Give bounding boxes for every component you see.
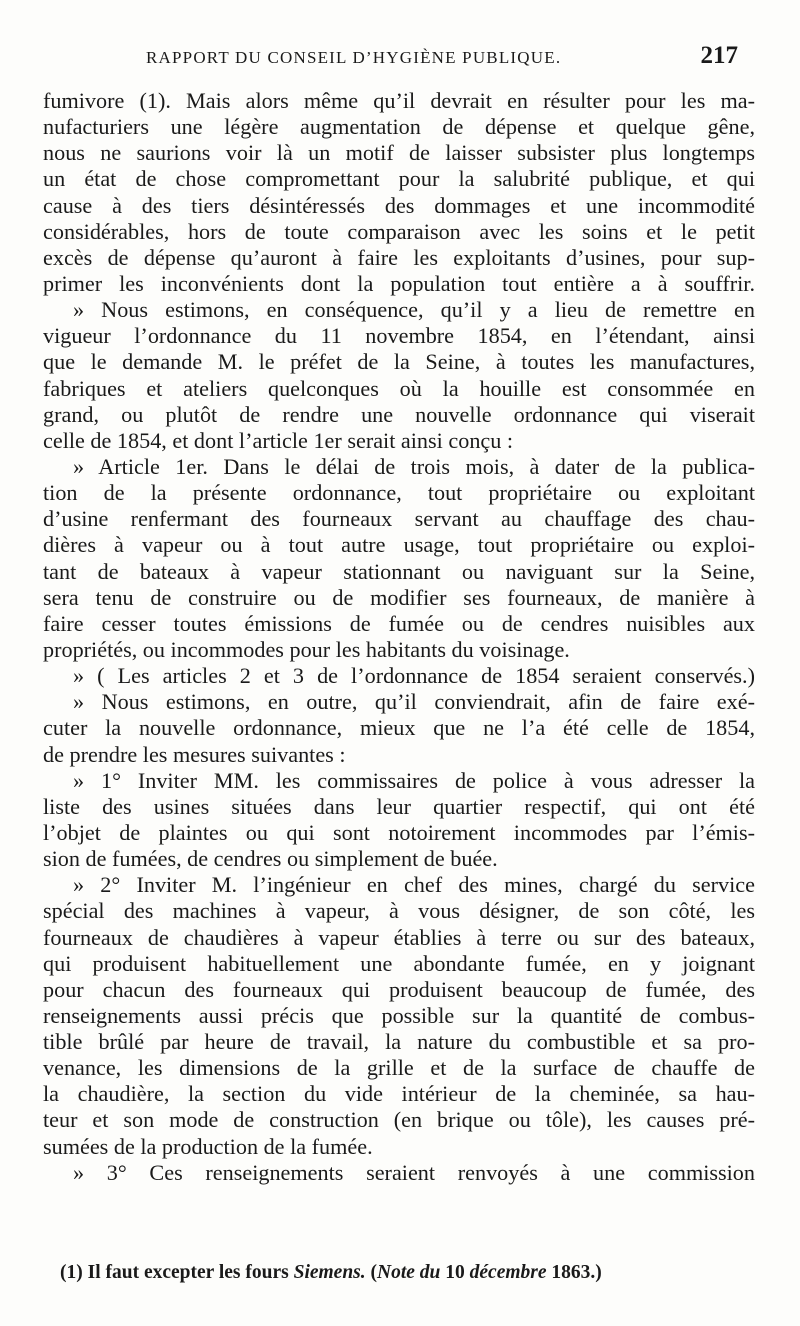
text-line: l’objet de plaintes ou qui sont notoirement incommodes par l’émis- bbox=[43, 819, 755, 845]
text-line: sumées de la production de la fumée. bbox=[43, 1133, 373, 1159]
text-line: un état de chose compromettant pour la salubrité publique, et qui bbox=[43, 166, 755, 192]
text-line: spécial des machines à vapeur, à vous désigner, de son côté, les bbox=[43, 898, 755, 924]
text-line: qui produisent habituellement une abondante fumée, en y joignant bbox=[43, 950, 755, 976]
text-line: tible brûlé par heure de travail, la nature du combustible et sa pro- bbox=[43, 1029, 755, 1055]
footnote-note-label: Note du bbox=[377, 1262, 441, 1283]
text-line: d’usine renfermant des fourneaux servant au chauffage des chau- bbox=[43, 506, 755, 532]
text-line: tion de la présente ordonnance, tout propriétaire ou exploitant bbox=[43, 480, 755, 506]
running-head bbox=[46, 42, 746, 76]
text-line: la chaudière, la section du vide intérieur de la cheminée, sa hau- bbox=[43, 1081, 755, 1107]
text-line: renseignements aussi précis que possible sur la quantité de combus- bbox=[43, 1002, 755, 1028]
text-line: grand, ou plutôt de rendre une nouvelle ordonnance qui viserait bbox=[43, 401, 755, 427]
text-line: de prendre les mesures suivantes : bbox=[43, 741, 346, 767]
body-text bbox=[43, 88, 755, 1186]
running-title: RAPPORT DU CONSEIL D’HYGIÈNE PUBLIQUE. bbox=[146, 48, 562, 67]
text-line: nufacturiers une légère augmentation de dépense et quelque gêne, bbox=[43, 114, 755, 140]
text-line: que le demande M. le préfet de la Seine, à toutes les manufactures, bbox=[43, 349, 755, 375]
footnote-note-day: 10 bbox=[445, 1262, 465, 1283]
footnote-text: Il faut excepter les fours bbox=[87, 1262, 289, 1283]
text-line: teur et son mode de construction (en brique ou tôle), les causes pré- bbox=[43, 1107, 755, 1133]
footnote-note-year: 1863 bbox=[551, 1262, 591, 1283]
text-line: fourneaux de chaudières à vapeur établies à terre ou sur des bateaux, bbox=[43, 924, 755, 950]
text-line: pour chacun des fourneaux qui produisent beaucoup de fumée, des bbox=[43, 976, 755, 1002]
text-line: dières à vapeur ou à tout autre usage, tout propriétaire ou exploi- bbox=[43, 532, 755, 558]
text-line: sera tenu de construire ou de modifier ses fourneaux, de manière à bbox=[43, 584, 755, 610]
text-line: fabriques et ateliers quelconques où la houille est consommée en bbox=[43, 375, 755, 401]
text-line: » ( Les articles 2 et 3 de l’ordonnance de 1854 seraient conservés.) bbox=[73, 663, 755, 689]
text-line: propriétés, ou incommodes pour les habitants du voisinage. bbox=[43, 636, 570, 662]
text-line: celle de 1854, et dont l’article 1er serait ainsi conçu : bbox=[43, 427, 514, 453]
text-line: » Nous estimons, en conséquence, qu’il y a lieu de remettre en bbox=[73, 297, 755, 323]
footnote-note-open: ( bbox=[370, 1262, 378, 1283]
footnote bbox=[60, 1262, 750, 1284]
text-line: nous ne saurions voir là un motif de laisser subsister plus longtemps bbox=[43, 140, 755, 166]
text-line: » 1° Inviter MM. les commissaires de police à vous adresser la bbox=[73, 767, 755, 793]
text-line: venance, les dimensions de la grille et de la surface de chauffe de bbox=[43, 1055, 755, 1081]
text-line: liste des usines situées dans leur quartier respectif, qui ont été bbox=[43, 793, 755, 819]
text-line: fumivore (1). Mais alors même qu’il devrait en résulter pour les ma- bbox=[43, 88, 755, 113]
footnote-marker: (1) bbox=[60, 1262, 83, 1283]
text-line: sion de fumées, de cendres ou simplement de buée. bbox=[43, 846, 498, 872]
text-line: » Nous estimons, en outre, qu’il conviendrait, afin de faire exé- bbox=[73, 689, 755, 715]
text-line: » 3° Ces renseignements seraient renvoyés à une commission bbox=[73, 1159, 755, 1185]
footnote-note-month: décembre bbox=[469, 1262, 547, 1283]
footnote-italic-word: Siemens. bbox=[293, 1262, 366, 1283]
text-line: tant de bateaux à vapeur stationnant ou naviguant sur la Seine, bbox=[43, 558, 755, 584]
footnote-note-close: .) bbox=[590, 1262, 602, 1283]
text-line: considérables, hors de toute comparaison avec les soins et le petit bbox=[43, 218, 755, 244]
text-line: cuter la nouvelle ordonnance, mieux que ne l’a été celle de 1854, bbox=[43, 715, 755, 741]
text-line: cause à des tiers désintéressés des dommages et une incommodité bbox=[43, 192, 755, 218]
text-line: vigueur l’ordonnance du 11 novembre 1854, en l’étendant, ainsi bbox=[43, 323, 755, 349]
page-number: 217 bbox=[700, 42, 738, 69]
text-line: primer les inconvénients dont la population tout entière a à souffrir. bbox=[43, 270, 755, 296]
text-line: faire cesser toutes émissions de fumée ou de cendres nuisibles aux bbox=[43, 610, 755, 636]
text-line: » Article 1er. Dans le délai de trois mois, à dater de la publica- bbox=[73, 453, 755, 479]
text-line: excès de dépense qu’auront à faire les exploitants d’usines, pour sup- bbox=[43, 244, 755, 270]
text-line: » 2° Inviter M. l’ingénieur en chef des mines, chargé du service bbox=[73, 872, 755, 898]
